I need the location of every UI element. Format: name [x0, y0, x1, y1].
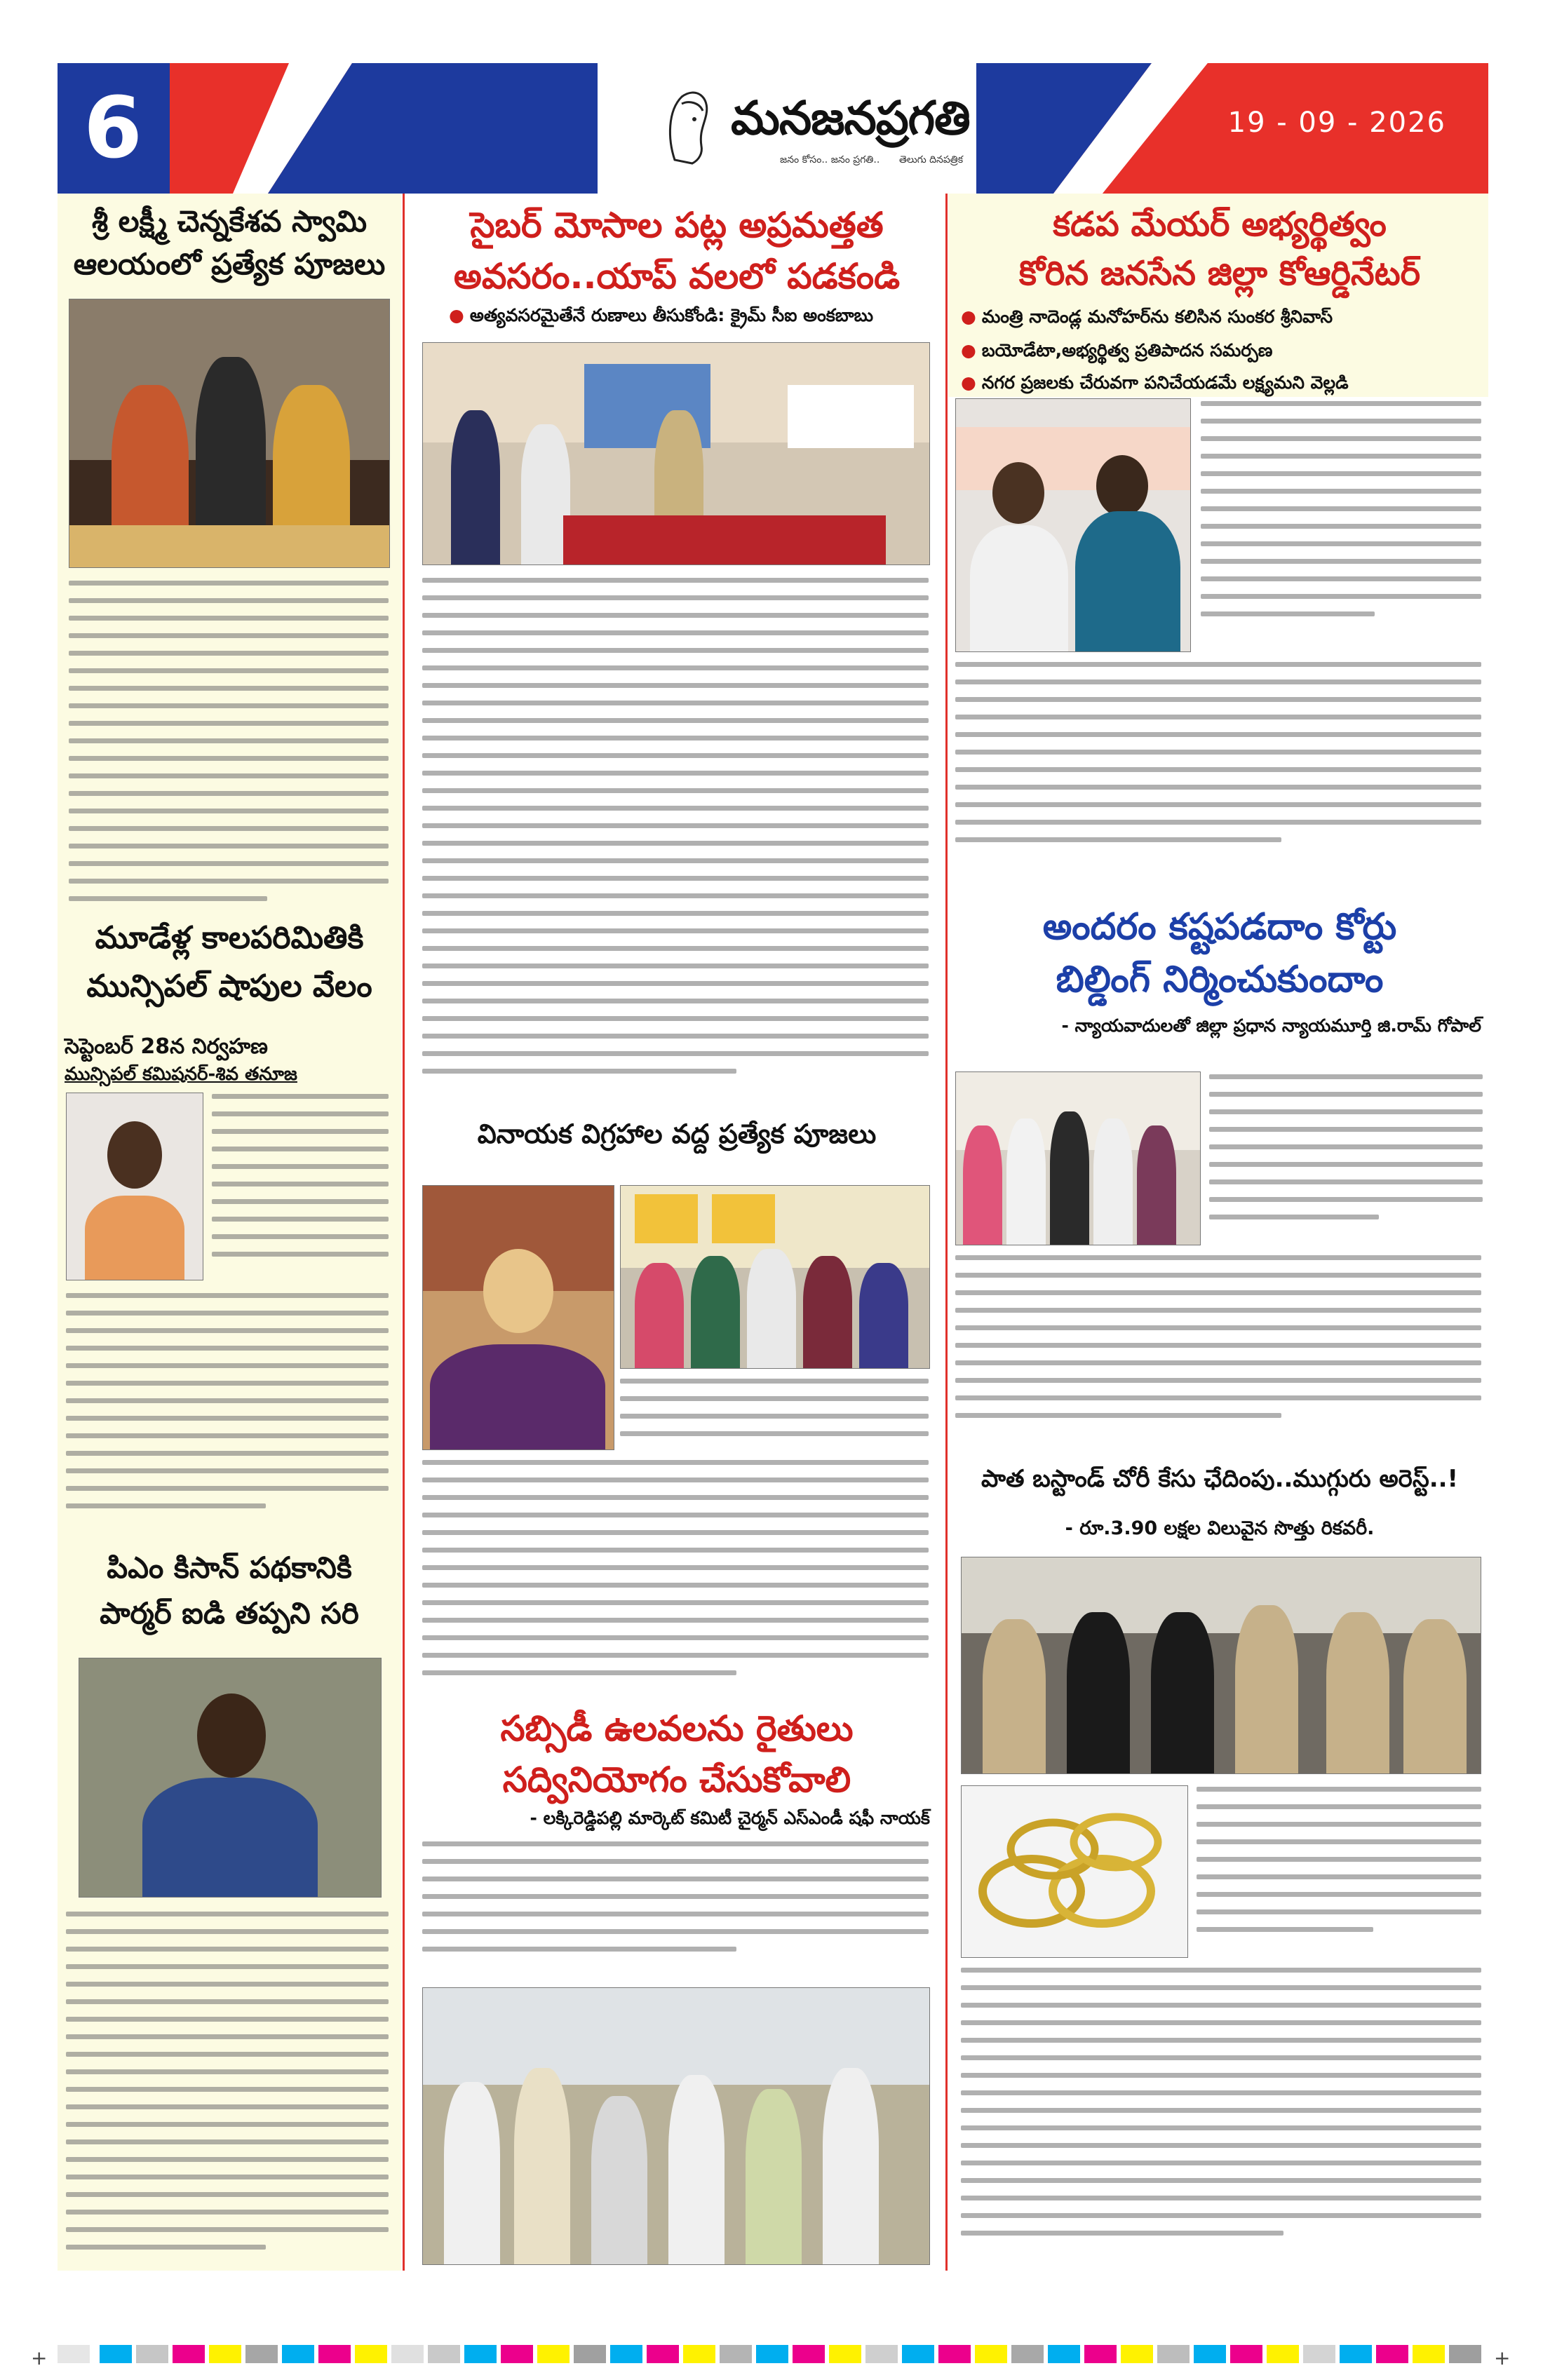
vinayaka-headline: వినాయక విగ్రహాల వద్ద ప్రత్యేక పూజలు: [477, 1118, 877, 1149]
paper-name: మనజనప్రగతి: [731, 91, 970, 145]
court-byline: - న్యాయవాదులతో జిల్లా ప్రధాన న్యాయమూర్తి జి.రామ్ గోపాల్: [1061, 1015, 1481, 1036]
column-divider: [945, 194, 948, 2271]
kisan-body-text: [66, 1912, 389, 2262]
paper-tagline: జనం కోసం.. జనం ప్రగతి..: [780, 154, 880, 165]
shops-headline: మూడేళ్ల కాలపరిమితికి మున్సిపల్ షాపుల వేలం: [86, 920, 372, 1004]
subsidy-headline: సబ్సిడీ ఉలవలను రైతులు సద్వినియోగం చేసుకోవాలి: [500, 1708, 854, 1800]
issue-date: 19 - 09 - 2026: [1227, 107, 1446, 139]
subsidy-article: [414, 1704, 940, 2271]
masthead: [58, 63, 1488, 194]
kadapa-body-text: [955, 662, 1481, 886]
vinayaka-body-text-side: [620, 1379, 929, 1449]
shops-article: [58, 909, 401, 1540]
court-headline: అందరం కష్టపడదాం కోర్టు బిల్డింగ్ నిర్మించుకుందాం: [1042, 906, 1397, 1001]
cyber-article: [414, 194, 940, 1105]
cyber-body-text: [422, 578, 929, 1097]
gold-bangles-icon: [962, 1786, 1187, 1957]
cyber-headline: సైబర్ మోసాల పట్ల అప్రమత్తత అవసరం..యాప్ వలలో పడకండి: [453, 205, 901, 297]
shops-body-text: [66, 1293, 389, 1532]
subsidy-byline: - లక్కిరెడ్డిపల్లి మార్కెట్ కమిటీ చైర్మన్ ఎస్ఎండీ షఫీ నాయక్: [530, 1808, 930, 1828]
shops-body-text-side: [212, 1094, 389, 1279]
theft-body-text: [961, 1968, 1481, 2265]
theft-article: [951, 1461, 1488, 2271]
commissioner-photo: [66, 1093, 203, 1280]
court-lawyers-photo: [955, 1071, 1201, 1245]
temple-deity-photo: [69, 299, 390, 568]
farmers-distribution-photo: [422, 1987, 930, 2265]
kadapa-meeting-photo: [955, 398, 1191, 652]
subsidy-body-text: [422, 1841, 929, 1979]
agriculture-officer-photo: [79, 1658, 382, 1898]
court-body-text: [955, 1255, 1481, 1445]
vinayaka-idol-photo: [422, 1185, 614, 1450]
column-divider: [403, 194, 405, 2271]
kadapa-headline: కడప మేయర్ అభ్యర్థిత్వం కోరిన జనసేన జిల్లా కోఆర్డినేటర్: [1018, 205, 1421, 293]
page-number: 6: [83, 79, 142, 177]
registration-mark-left: +: [31, 2346, 48, 2369]
kisan-article: [58, 1540, 401, 2269]
shops-subheading-date: సెప్టెంబర్ 28న నిర్వహణ: [65, 1034, 268, 1059]
kisan-headline: పిఎం కిసాన్ పథకానికి పార్మర్ ఐడి తప్పని సరి: [100, 1550, 359, 1630]
registration-mark-right: +: [1494, 2346, 1511, 2369]
kadapa-bullet-2: ● బయోడేటా,అభ్యర్థిత్వ ప్రతిపాదన సమర్పణ: [961, 338, 1480, 363]
kadapa-bullet-1: ● మంత్రి నాదెండ్ల మనోహర్‌ను కలిసిన సుంకర శ్రీనివాస్: [961, 304, 1480, 329]
police-press-meet-photo: [961, 1557, 1481, 1774]
vinayaka-body-text: [422, 1460, 929, 1691]
vinayaka-article: [414, 1112, 940, 1698]
masthead-logo: [598, 63, 976, 194]
kadapa-bullet-3: ● నగర ప్రజలకు చేరువగా పనిచేయడమే లక్ష్యమని వెల్లడి: [961, 370, 1480, 395]
print-registration-strip: [58, 2345, 1488, 2363]
paper-type: తెలుగు దినపత్రిక: [899, 154, 964, 165]
temple-article: [58, 194, 401, 909]
theft-body-text-side: [1197, 1787, 1481, 1956]
theft-headline: పాత బస్టాండ్ చోరీ కేసు ఛేదింపు..ముగ్గురు అరెస్ట్..!: [981, 1465, 1459, 1493]
cyber-subheading: ● అత్యవసరమైతేనే రుణాలు తీసుకోండి: క్రైమ్ సీఐ అంకబాబు: [449, 303, 926, 327]
kadapa-body-text-side: [1201, 401, 1481, 651]
recovered-bangles-photo: [961, 1785, 1188, 1958]
temple-headline: శ్రీ లక్ష్మీ చెన్నకేశవ స్వామి ఆలయంలో ప్రత్యేక పూజలు: [73, 204, 386, 281]
cyber-awareness-meeting-photo: [422, 342, 930, 565]
kadapa-article: [951, 194, 1488, 895]
temple-body-text: [69, 581, 389, 903]
theft-byline: - రూ.3.90 లక్షల విలువైన సొత్తు రికవరీ.: [1065, 1517, 1375, 1539]
court-body-text-side: [1209, 1074, 1483, 1244]
court-article: [951, 895, 1488, 1456]
shops-subheading-commissioner: మున్సిపల్ కమిషనర్-శివ తనూజ: [65, 1064, 297, 1085]
logo-portrait-icon: [661, 83, 717, 167]
vinayaka-devotees-photo: [620, 1185, 930, 1369]
